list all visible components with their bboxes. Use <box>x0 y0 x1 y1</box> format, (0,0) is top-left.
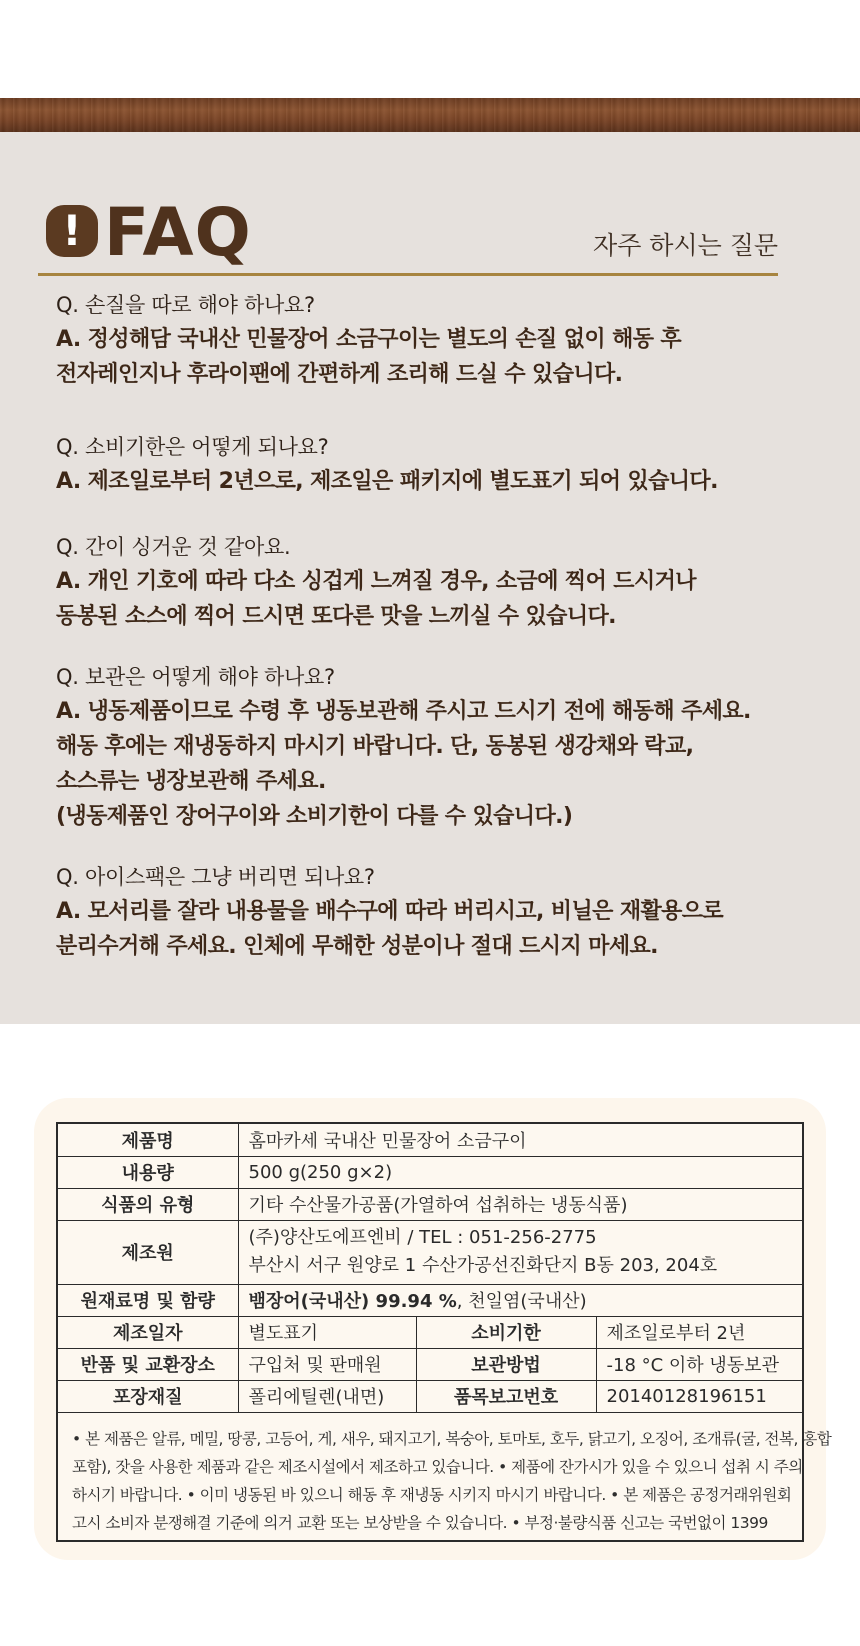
row-label: 제품명 <box>58 1124 238 1156</box>
faq-header <box>38 194 778 276</box>
table-row <box>58 1348 802 1380</box>
faq-answer-line: 해동 후에는 재냉동하지 마시기 바랍니다. 단, 동봉된 생강채와 락교, <box>56 734 694 759</box>
row-value: 20140128196151 <box>596 1380 802 1412</box>
product-info-table-frame <box>56 1122 832 1542</box>
notice-line: 하시기 바랍니다. • 이미 냉동된 바 있으니 해동 후 재냉동 시키지 마시기 바랍니다. • 본 제품은 공정거래위원회 <box>72 1485 792 1504</box>
row-label: 제조일자 <box>58 1316 238 1348</box>
faq-answer-line: A. 모서리를 잘라 내용물을 배수구에 따라 버리시고, 비닐은 재활용으로 <box>56 899 724 924</box>
faq-answer-line: A. 제조일로부터 2년으로, 제조일은 패키지에 별도표기 되어 있습니다. <box>56 469 718 494</box>
faq-subtitle: 자주 하시는 질문 <box>593 231 778 260</box>
row-label: 품목보고번호 <box>416 1380 596 1412</box>
product-info-table <box>58 1124 802 1413</box>
row-label: 보관방법 <box>416 1348 596 1380</box>
faq-answer <box>56 894 816 964</box>
faq-answer <box>56 694 816 834</box>
product-info-card <box>34 1098 832 1560</box>
faq-answer <box>56 464 816 499</box>
row-value: 홈마카세 국내산 민물장어 소금구이 <box>238 1124 802 1156</box>
wood-banner <box>0 98 860 132</box>
row-label: 포장재질 <box>58 1380 238 1412</box>
notice-line: 고시 소비자 분쟁해결 기준에 의거 교환 또는 보상받을 수 있습니다. • 부정·불량식품 신고는 국번없이 1399 <box>72 1513 768 1532</box>
faq-title: FAQ <box>104 194 252 271</box>
row-value: 기타 수산물가공품(가열하여 섭취하는 냉동식품) <box>238 1188 802 1220</box>
manufacturer-contact: (주)양산도에프엔비 / TEL : 051-256-2775 <box>248 1227 597 1248</box>
faq-answer-line: A. 정성해담 국내산 민물장어 소금구이는 별도의 손질 없이 해동 후 <box>56 327 682 352</box>
faq-question: Q. 아이스팩은 그냥 버리면 되나요? <box>56 865 375 889</box>
faq-answer-line: 소스류는 냉장보관해 주세요. <box>56 769 326 794</box>
faq-question: Q. 보관은 어떻게 해야 하나요? <box>56 665 335 689</box>
ingredient-rest: , 천일염(국내산) <box>456 1291 587 1312</box>
faq-item <box>56 660 816 834</box>
row-value: 폴리에틸렌(내면) <box>238 1380 416 1412</box>
exclamation-icon: ! <box>46 205 98 257</box>
faq-question: Q. 손질을 따로 해야 하나요? <box>56 293 315 317</box>
table-row <box>58 1316 802 1348</box>
notice-line: • 본 제품은 알류, 메밀, 땅콩, 고등어, 게, 새우, 돼지고기, 복숭아, 토마토, 호두, 닭고기, 오징어, 조개류(굴, 전복, 홍합 <box>72 1429 832 1448</box>
table-row <box>58 1380 802 1412</box>
notice-line: 포함), 잣을 사용한 제품과 같은 제조시설에서 제조하고 있습니다. • 제품에 잔가시가 있을 수 있으니 섭취 시 주의 <box>72 1457 803 1476</box>
row-value: -18 °C 이하 냉동보관 <box>596 1348 802 1380</box>
faq-item <box>56 430 816 499</box>
row-value <box>238 1284 802 1316</box>
table-row <box>58 1188 802 1220</box>
faq-item <box>56 288 816 392</box>
table-row <box>58 1220 802 1284</box>
table-row <box>58 1284 802 1316</box>
row-value: 별도표기 <box>238 1316 416 1348</box>
table-row <box>58 1124 802 1156</box>
allergy-notice <box>58 1413 832 1537</box>
faq-answer-line: 동봉된 소스에 찍어 드시면 또다른 맛을 느끼실 수 있습니다. <box>56 604 616 629</box>
row-label: 원재료명 및 함량 <box>58 1284 238 1316</box>
faq-answer-line: 전자레인지나 후라이팬에 간편하게 조리해 드실 수 있습니다. <box>56 362 623 387</box>
faq-section <box>0 132 860 1024</box>
row-value <box>238 1220 802 1284</box>
faq-answer-line: 분리수거해 주세요. 인체에 무해한 성분이나 절대 드시지 마세요. <box>56 934 658 959</box>
faq-question: Q. 간이 싱거운 것 같아요. <box>56 535 291 559</box>
faq-answer-line: (냉동제품인 장어구이와 소비기한이 다를 수 있습니다.) <box>56 804 573 829</box>
faq-answer <box>56 564 816 634</box>
row-label: 소비기한 <box>416 1316 596 1348</box>
row-value: 구입처 및 판매원 <box>238 1348 416 1380</box>
faq-answer <box>56 322 816 392</box>
row-value: 500 g(250 g×2) <box>238 1156 802 1188</box>
row-value: 제조일로부터 2년 <box>596 1316 802 1348</box>
faq-question: Q. 소비기한은 어떻게 되나요? <box>56 435 329 459</box>
row-label: 반품 및 교환장소 <box>58 1348 238 1380</box>
table-row <box>58 1156 802 1188</box>
faq-item <box>56 860 816 964</box>
manufacturer-address: 부산시 서구 원양로 1 수산가공선진화단지 B동 203, 204호 <box>248 1255 718 1276</box>
row-label: 내용량 <box>58 1156 238 1188</box>
faq-answer-line: A. 개인 기호에 따라 다소 싱겁게 느껴질 경우, 소금에 찍어 드시거나 <box>56 569 696 594</box>
ingredient-main: 뱀장어(국내산) 99.94 % <box>248 1291 457 1312</box>
faq-item <box>56 530 816 634</box>
faq-answer-line: A. 냉동제품이므로 수령 후 냉동보관해 주시고 드시기 전에 해동해 주세요. <box>56 699 751 724</box>
row-label: 식품의 유형 <box>58 1188 238 1220</box>
row-label: 제조원 <box>58 1220 238 1284</box>
